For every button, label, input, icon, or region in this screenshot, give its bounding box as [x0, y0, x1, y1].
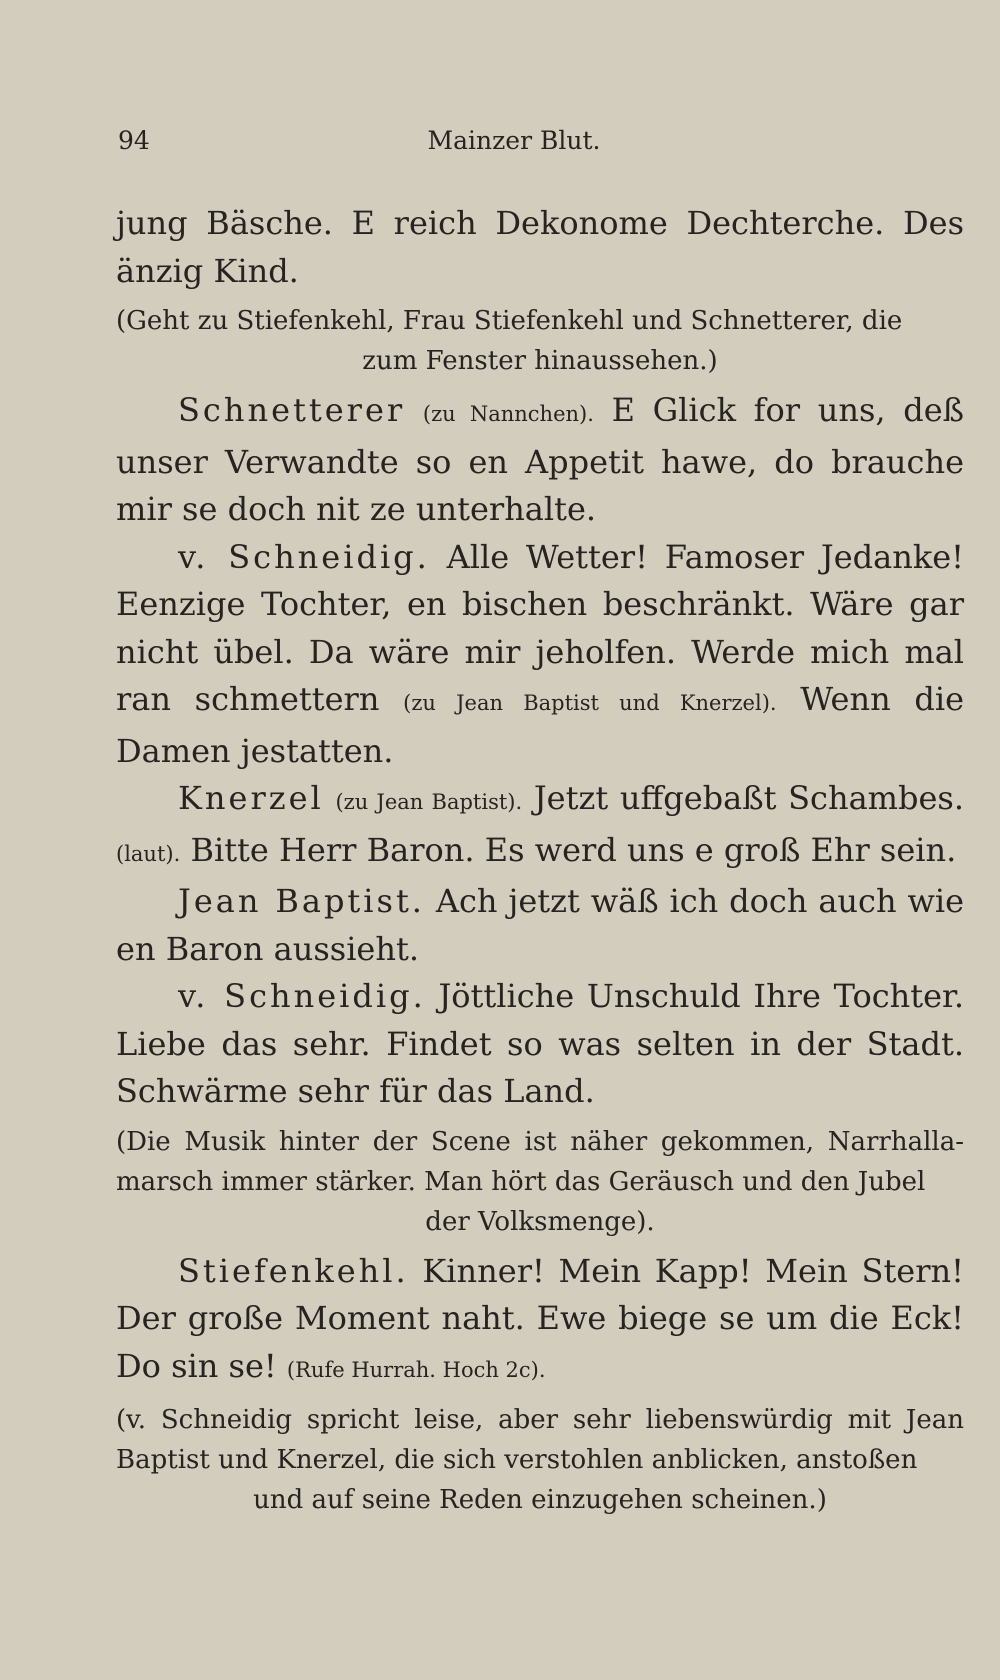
dialogue-line: [116, 775, 964, 878]
stage-direction-text: zum Fenster hinaussehen.): [362, 346, 718, 376]
dialogue-text: Alle Wetter! Famoser Jedanke! Eenzige Tochter, en bischen beschränkt. Wäre gar nicht übel. Da wäre mir jeholfen. Werde mich mal ran schmettern: [116, 537, 965, 718]
inline-direction: (laut).: [116, 841, 181, 866]
speaker-name: Stiefenkehl.: [178, 1251, 409, 1290]
speaker-name: Schnetterer: [178, 391, 406, 429]
dialogue-text: Bitte Herr Baron. Es werd uns e groß Ehr sein.: [190, 830, 957, 869]
stage-direction-text: (Die Musik hinter der Scene ist näher gekommen, Narrhalla-marsch immer stärker. Man hört das Geräusch und den Jubel: [116, 1126, 964, 1197]
paragraph: [116, 200, 964, 295]
stage-direction-text: (Geht zu Stiefenkehl, Frau Stiefenkehl und Schnetterer, die: [116, 306, 903, 336]
dialogue-line: [116, 973, 964, 1116]
dialogue-text: Jetzt uffgebaßt Schambes.: [533, 779, 965, 817]
dialogue-line: [116, 1248, 964, 1395]
page-number: 94: [118, 126, 150, 155]
stage-direction: [116, 1400, 964, 1520]
stage-direction: [116, 1122, 964, 1242]
inline-direction: (zu Jean Baptist).: [335, 790, 523, 814]
speaker-name: v. Schneidig.: [178, 977, 426, 1015]
stage-direction: [116, 301, 964, 381]
speaker-name: Jean Baptist.: [178, 882, 425, 920]
stage-direction-text: der Volksmenge).: [425, 1206, 655, 1237]
dialogue-text: Ach jetzt wäß ich doch auch wie en Baron aussieht.: [116, 882, 965, 968]
speaker-name: v. Schneidig.: [178, 537, 430, 576]
page-body: [116, 200, 964, 1526]
dialogue-text: E Glick for uns, deß unser Verwandte so en Appetit hawe, do brauche mir se doch nit ze unterhalte.: [116, 391, 965, 528]
speaker-name: Knerzel: [178, 779, 324, 817]
running-title: Mainzer Blut.: [427, 126, 601, 155]
inline-direction: (zu Nannchen).: [422, 402, 594, 426]
dialogue-text: Jöttliche Unschuld Ihre Tochter. Liebe das sehr. Findet so was selten in der Stadt. Schwärme sehr für das Land.: [116, 977, 964, 1110]
inline-direction: (Rufe Hurrah. Hoch 2c).: [286, 1357, 546, 1382]
paragraph-text: jung Bäsche. E reich Dekonome Dechterche. Des änzig Kind.: [116, 204, 964, 290]
dialogue-text: Kinner! Mein Kapp! Mein Stern! Der große Moment naht. Ewe biege se um die Eck! Do sin se!: [116, 1251, 965, 1385]
stage-direction-text: (v. Schneidig spricht leise, aber sehr liebenswürdig mit Jean Baptist und Knerzel, die sich verstohlen anblicken, anstoßen: [116, 1405, 964, 1475]
stage-direction-text: und auf seine Reden einzugehen scheinen.): [253, 1485, 827, 1515]
dialogue-line: [116, 878, 964, 973]
page-header: [118, 126, 910, 160]
dialogue-line: [116, 534, 964, 776]
dialogue-line: [116, 387, 964, 534]
inline-direction: (zu Jean Baptist und Knerzel).: [403, 691, 777, 715]
dialogue-text: Wenn die Damen jestatten.: [116, 680, 965, 770]
